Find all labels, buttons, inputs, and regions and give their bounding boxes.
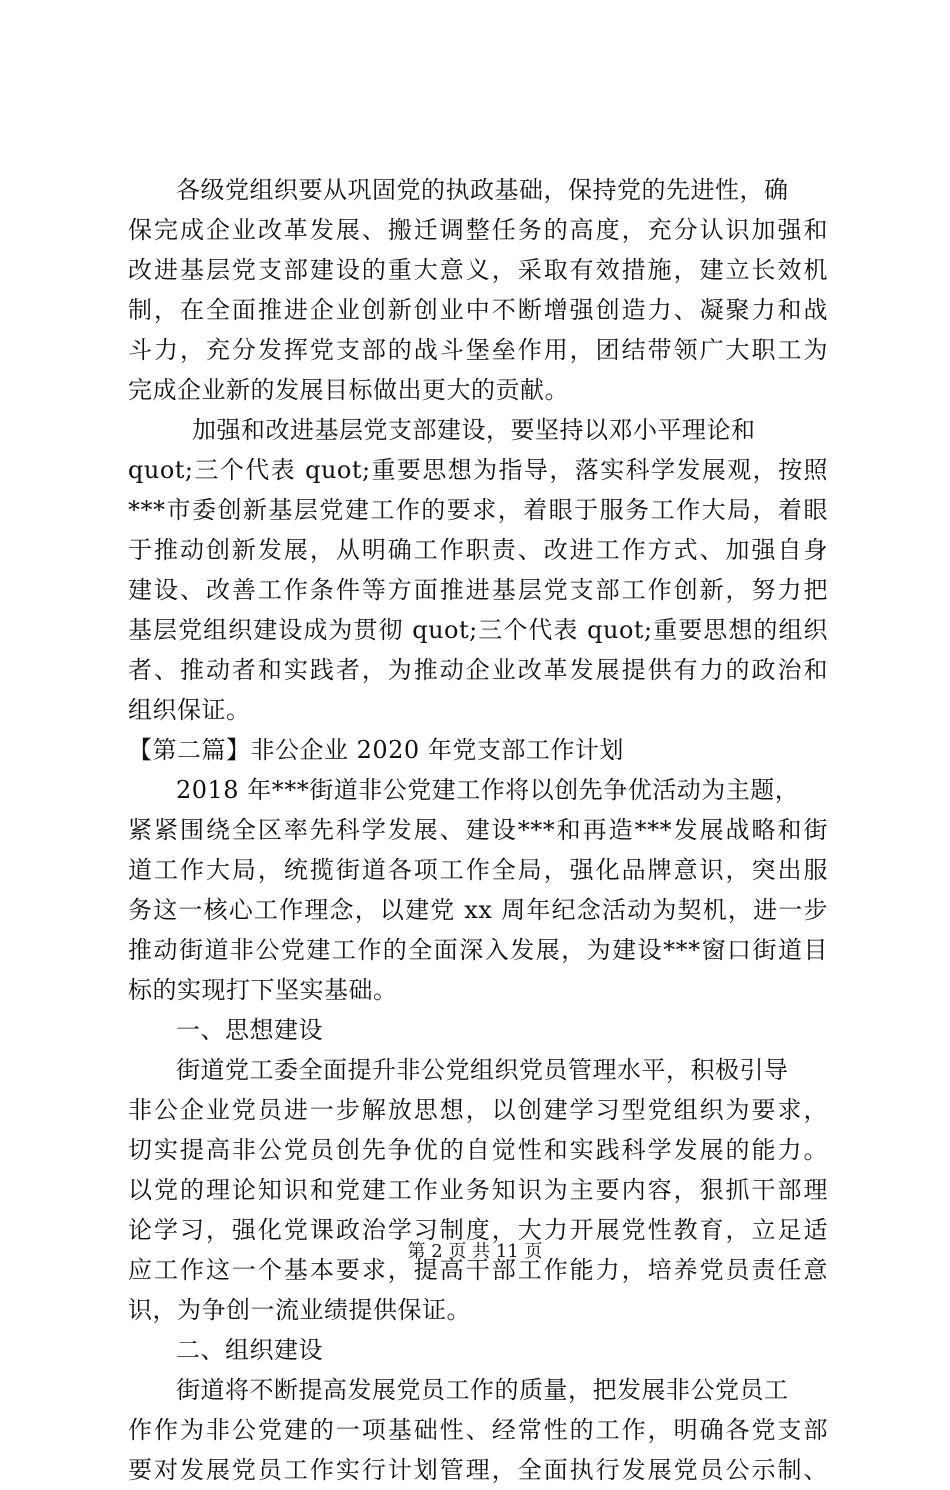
paragraph-line: 街道将不断提高发展党员工作的质量，把发展非公党员工 [176, 1376, 789, 1404]
paragraph-line: 2018 年***街道非公党建工作将以创先争优活动为主题， [176, 776, 800, 804]
paragraph-line: 制，在全面推进企业创新创业中不断增强创造力、凝聚力和战 [128, 296, 828, 324]
paragraph-line: 标的实现打下坚实基础。 [128, 976, 398, 1004]
paragraph-line: 推动街道非公党建工作的全面深入发展，为建设***窗口街道目 [128, 936, 828, 964]
paragraph-line: 于推动创新发展，从明确工作职责、改进工作方式、加强自身 [128, 536, 828, 564]
paragraph-line: 作作为非公党建的一项基础性、经常性的工作，明确各党支部 [128, 1416, 828, 1444]
paragraph-line: 斗力，充分发挥党支部的战斗堡垒作用，团结带领广大职工为 [128, 336, 828, 364]
paragraph-line: 组织保证。 [128, 696, 251, 724]
paragraph-line: 识，为争创一流业绩提供保证。 [128, 1296, 471, 1324]
paragraph-line: 以党的理论知识和党建工作业务知识为主要内容，狠抓干部理 [128, 1176, 828, 1204]
subsection-heading: 二、组织建设 [176, 1336, 323, 1364]
paragraph-line: 要对发展党员工作实行计划管理，全面执行发展党员公示制、 [128, 1456, 828, 1484]
paragraph-line: quot;三个代表 quot;重要思想为指导，落实科学发展观，按照 [128, 456, 828, 484]
paragraph-line: 道工作大局，统揽街道各项工作全局，强化品牌意识，突出服 [128, 856, 828, 884]
paragraph-line: 应工作这一个基本要求，提高干部工作能力，培养党员责任意 [128, 1256, 828, 1284]
paragraph-line: 改进基层党支部建设的重大意义，采取有效措施，建立长效机 [128, 256, 828, 284]
paragraph-line: 紧紧围绕全区率先科学发展、建设***和再造***发展战略和街 [128, 816, 828, 844]
paragraph-line: 加强和改进基层党支部建设，要坚持以邓小平理论和 [192, 416, 756, 444]
paragraph-line: 非公企业党员进一步解放思想，以创建学习型党组织为要求， [128, 1096, 828, 1124]
paragraph-line: 保完成企业改革发展、搬迁调整任务的高度，充分认识加强和 [128, 216, 828, 244]
paragraph-line: ***市委创新基层党建工作的要求，着眼于服务工作大局，着眼 [128, 496, 828, 524]
paragraph-line: 各级党组织要从巩固党的执政基础，保持党的先进性，确 [176, 176, 789, 204]
section-heading: 【第二篇】非公企业 2020 年党支部工作计划 [128, 736, 624, 764]
paragraph-line: 务这一核心工作理念，以建党 xx 周年纪念活动为契机，进一步 [128, 896, 828, 924]
paragraph-line: 论学习，强化党课政治学习制度，大力开展党性教育，立足适 [128, 1216, 828, 1244]
paragraph-line: 基层党组织建设成为贯彻 quot;三个代表 quot;重要思想的组织 [128, 616, 828, 644]
paragraph-line: 完成企业新的发展目标做出更大的贡献。 [128, 376, 569, 404]
document-body [128, 170, 828, 1490]
page-number-footer: 第 2 页 共 11 页 [407, 1241, 543, 1262]
paragraph-line: 者、推动者和实践者，为推动企业改革发展提供有力的政治和 [128, 656, 828, 684]
paragraph-line: 建设、改善工作条件等方面推进基层党支部工作创新，努力把 [128, 576, 828, 604]
subsection-heading: 一、思想建设 [176, 1016, 323, 1044]
paragraph-line: 街道党工委全面提升非公党组织党员管理水平，积极引导 [176, 1056, 789, 1084]
paragraph-line: 切实提高非公党员创先争优的自觉性和实践科学发展的能力。 [128, 1136, 828, 1164]
